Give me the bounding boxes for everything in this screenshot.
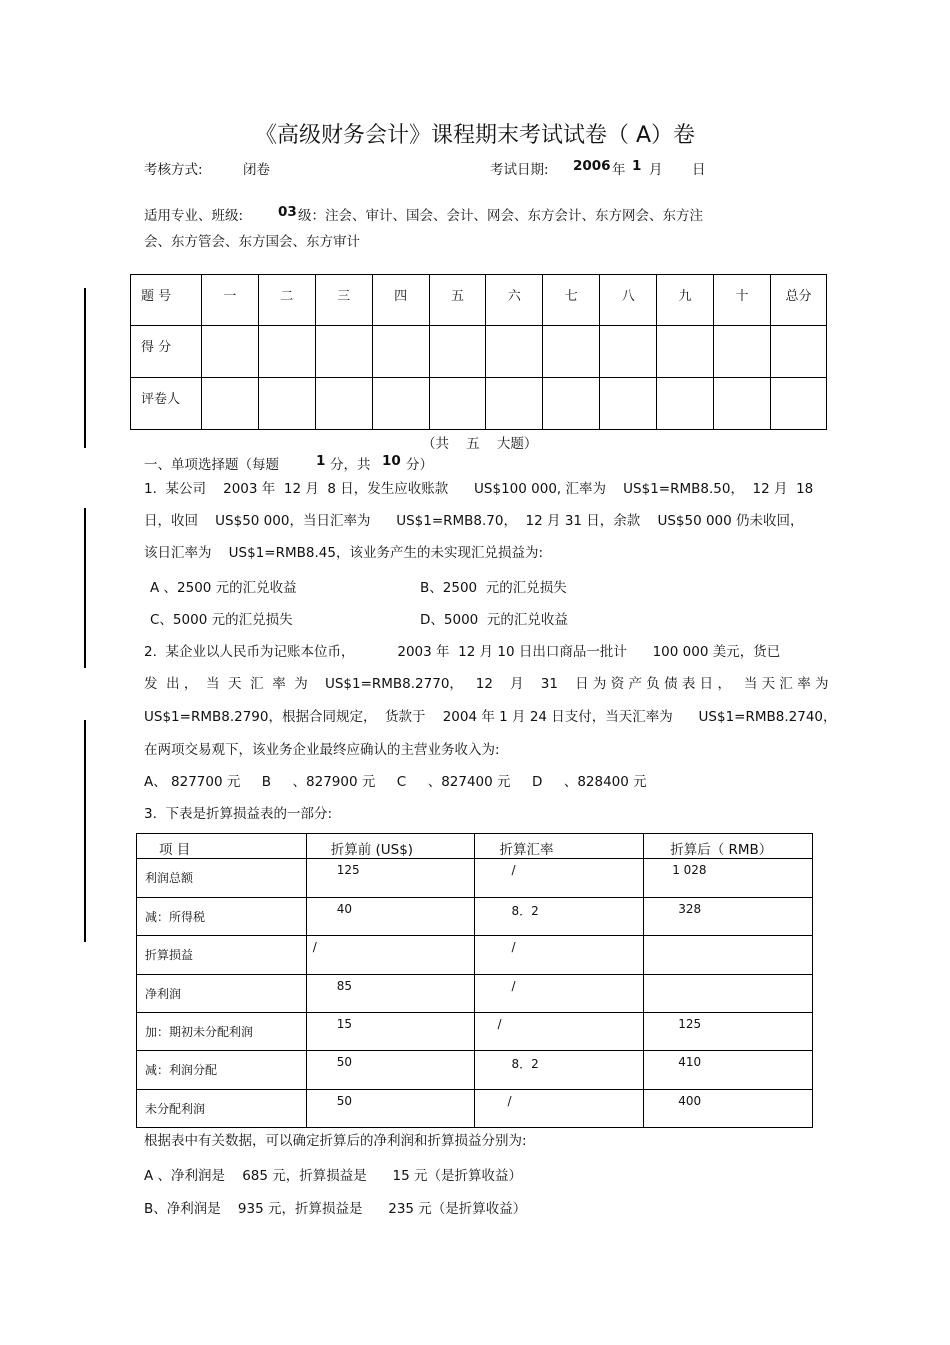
- total-note: （共 五 大题）: [422, 436, 538, 452]
- applicable-line2: 会、东方管会、东方国会、东方审计: [144, 234, 360, 250]
- row-value: 50: [336, 1055, 352, 1069]
- section1-mid: 分，共: [330, 457, 371, 473]
- row-label: 加：期初未分配利润: [145, 1025, 254, 1039]
- applicable-line1: 级：注会、审计、国会、会计、网会、东方会计、东方网会、东方注: [298, 208, 703, 224]
- q2-line3: US$1=RMB8.2790，根据合同规定， 货款于 2004 年 1 月 24 日支付，当天汇率为 US$1=RMB8.2740，: [144, 709, 837, 725]
- grader-cell[interactable]: [770, 378, 826, 430]
- row-label: 减：所得税: [145, 910, 206, 924]
- q1-line2: 日，收回 US$50 000，当日汇率为 US$1=RMB8.70， 12 月 31 日，余款 US$50 000 仍未收回，: [144, 513, 804, 529]
- grader-row-label: 评卷人: [131, 378, 202, 430]
- score-header-cell: 九: [657, 275, 714, 326]
- row-rate: /: [507, 1094, 512, 1108]
- score-header-cell: 七: [543, 275, 600, 326]
- translation-header-cell: 项 目: [137, 834, 307, 859]
- table-row: [137, 1013, 813, 1051]
- row-value: 15: [336, 1017, 352, 1031]
- row-value: 85: [336, 979, 352, 993]
- section1-total: 10: [382, 453, 401, 469]
- table-row: [137, 898, 813, 936]
- row-value: 50: [336, 1094, 352, 1108]
- section1-points: 1: [316, 453, 326, 469]
- row-result: 400: [678, 1094, 702, 1108]
- table-row: [137, 859, 813, 898]
- score-cell[interactable]: [657, 326, 714, 378]
- q1-option-a[interactable]: A 、2500 元的汇兑收益: [150, 580, 297, 596]
- score-row: [131, 326, 827, 378]
- score-header-cell: 六: [486, 275, 543, 326]
- binding-bar: [84, 508, 86, 668]
- row-rate: /: [511, 863, 516, 877]
- section1-suffix: 分）: [406, 457, 433, 473]
- translation-header-cell: 折算汇率: [475, 834, 644, 859]
- grader-cell[interactable]: [429, 378, 486, 430]
- row-result: [644, 936, 812, 940]
- q3-option-a[interactable]: A 、净利润是 685 元，折算损益是 15 元（是折算收益）: [144, 1168, 522, 1184]
- table-row: [137, 1090, 813, 1128]
- row-value: /: [312, 940, 317, 954]
- grader-cell[interactable]: [657, 378, 714, 430]
- score-header-cell: 八: [600, 275, 657, 326]
- row-rate: /: [497, 1017, 502, 1031]
- row-value: 125: [336, 863, 360, 877]
- score-cell[interactable]: [429, 326, 486, 378]
- row-rate: /: [511, 979, 516, 993]
- grader-cell[interactable]: [258, 378, 315, 430]
- grader-cell[interactable]: [486, 378, 543, 430]
- score-cell[interactable]: [315, 326, 372, 378]
- score-header-cell: 五: [429, 275, 486, 326]
- row-result: 410: [678, 1055, 702, 1069]
- score-table: [130, 274, 827, 430]
- applicable-grade: 03: [278, 204, 297, 220]
- score-header-row: [131, 275, 827, 326]
- row-result: 125: [678, 1017, 702, 1031]
- day-unit: 日: [692, 162, 706, 178]
- score-header-cell: 十: [714, 275, 771, 326]
- table-row: [137, 936, 813, 975]
- q3-after: 根据表中有关数据，可以确定折算后的净利润和折算损益分别为:: [144, 1133, 527, 1149]
- q2-options[interactable]: A、 827700 元 B 、827900 元 C 、827400 元 D 、828400 元: [144, 774, 647, 790]
- row-label: 净利润: [145, 987, 182, 1001]
- month-unit: 月: [649, 162, 663, 178]
- row-rate: /: [511, 940, 516, 954]
- grader-cell[interactable]: [543, 378, 600, 430]
- row-result: 1 028: [672, 863, 707, 877]
- q1-line3: 该日汇率为 US$1=RMB8.45，该业务产生的未实现汇兑损益为:: [144, 545, 544, 561]
- method-value: 闭卷: [243, 162, 270, 178]
- score-row-label: 得 分: [131, 326, 202, 378]
- q2-line4: 在两项交易观下，该业务企业最终应确认的主营业务收入为:: [144, 742, 500, 758]
- score-header-cell: 三: [315, 275, 372, 326]
- grader-cell[interactable]: [372, 378, 429, 430]
- translation-header-row: [137, 834, 813, 859]
- translation-table: [136, 833, 813, 1128]
- row-label: 减：利润分配: [145, 1063, 218, 1077]
- row-label: 折算损益: [145, 948, 194, 962]
- row-rate: 8．2: [511, 1057, 539, 1071]
- date-label: 考试日期:: [490, 162, 549, 178]
- score-cell[interactable]: [600, 326, 657, 378]
- score-cell[interactable]: [201, 326, 258, 378]
- row-result: [644, 975, 812, 979]
- q1-option-b[interactable]: B、2500 元的汇兑损失: [420, 580, 567, 596]
- q2-line1: 2. 某企业以人民币为记账本位币， 2003 年 12 月 10 日出口商品一批计 100 000 美元，货已: [144, 644, 781, 660]
- q1-option-d[interactable]: D、5000 元的汇兑收益: [420, 612, 568, 628]
- score-cell[interactable]: [714, 326, 771, 378]
- score-cell[interactable]: [770, 326, 826, 378]
- table-row: [137, 975, 813, 1013]
- score-cell[interactable]: [258, 326, 315, 378]
- score-header-cell: 二: [258, 275, 315, 326]
- row-value: 40: [336, 902, 352, 916]
- grader-cell[interactable]: [714, 378, 771, 430]
- row-rate: 8．2: [511, 904, 539, 918]
- row-label: 未分配利润: [145, 1102, 206, 1116]
- row-result: 328: [678, 902, 702, 916]
- grader-cell[interactable]: [600, 378, 657, 430]
- q1-option-c[interactable]: C、5000 元的汇兑损失: [150, 612, 293, 628]
- grader-cell[interactable]: [201, 378, 258, 430]
- page-title: 《高级财务会计》课程期末考试试卷（ A）卷: [254, 123, 696, 148]
- translation-header-cell: 折算后（ RMB）: [644, 834, 813, 859]
- table-row: [137, 1051, 813, 1090]
- binding-bar: [84, 288, 86, 448]
- exam-year: 2006: [573, 158, 611, 174]
- score-header-cell: 四: [372, 275, 429, 326]
- score-cell[interactable]: [543, 326, 600, 378]
- score-cell[interactable]: [372, 326, 429, 378]
- section1-prefix: 一、单项选择题（每题: [144, 457, 279, 473]
- row-label: 利润总额: [145, 871, 194, 885]
- score-header-cell: 题 号: [131, 275, 202, 326]
- grader-cell[interactable]: [315, 378, 372, 430]
- grader-row: [131, 378, 827, 430]
- translation-header-cell: 折算前 (US$): [306, 834, 475, 859]
- q1-line1: 1. 某公司 2003 年 12 月 8 日，发生应收账款 US$100 000, 汇率为 US$1=RMB8.50， 12 月 18: [144, 481, 814, 497]
- method-label: 考核方式:: [144, 162, 203, 178]
- applicable-label: 适用专业、班级:: [144, 208, 244, 224]
- q2-line2: 发 出 ， 当 天 汇 率 为 US$1=RMB8.2770， 12 月 31 日 为 资 产 负 债 表 日 ， 当 天 汇 率 为: [144, 676, 829, 692]
- exam-month: 1: [632, 158, 642, 174]
- binding-bar: [84, 720, 86, 942]
- score-header-cell: 一: [201, 275, 258, 326]
- q3-option-b[interactable]: B、净利润是 935 元，折算损益是 235 元（是折算收益）: [144, 1201, 527, 1217]
- q3-stem: 3. 下表是折算损益表的一部分:: [144, 806, 333, 822]
- score-header-cell: 总分: [770, 275, 826, 326]
- year-unit: 年: [612, 162, 626, 178]
- score-cell[interactable]: [486, 326, 543, 378]
